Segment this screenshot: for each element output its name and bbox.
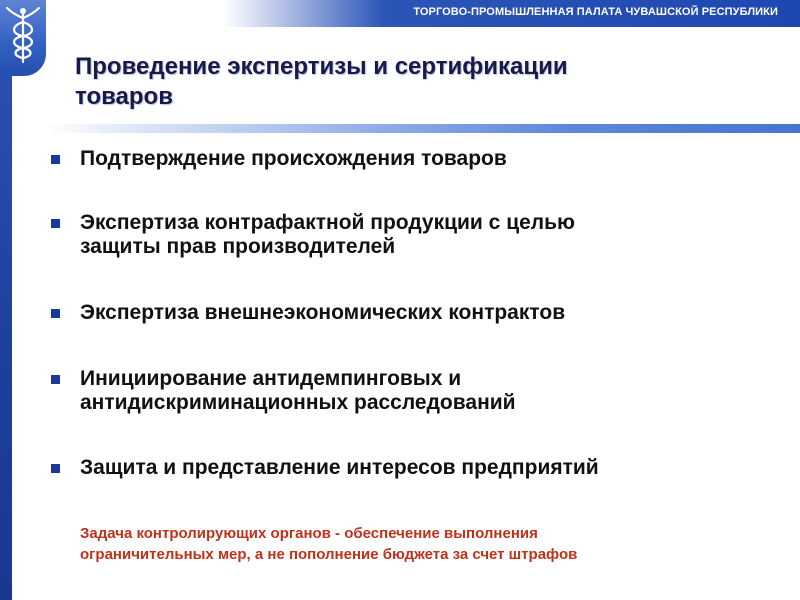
list-item-line: Экспертиза контрафактной продукции с целью	[80, 211, 575, 234]
square-bullet-icon	[51, 464, 60, 473]
list-item-line: антидискриминационных расследований	[80, 391, 516, 414]
list-item-text	[80, 456, 770, 480]
list-item-text	[80, 367, 770, 415]
slide-title	[75, 52, 755, 112]
square-bullet-icon	[51, 155, 60, 164]
slide-title-line: товаров	[75, 83, 173, 110]
square-bullet-icon	[51, 309, 60, 318]
list-item-text	[80, 211, 770, 259]
list-item-line: Инициирование антидемпинговых и	[80, 367, 462, 390]
title-underline-rule	[44, 124, 800, 133]
caduceus-icon	[5, 4, 41, 64]
list-item-line: Экспертиза внешнеэкономических контрактов	[80, 301, 566, 324]
list-item-line: Защита и представление интересов предприятий	[80, 456, 599, 479]
list-item-line: защиты прав производителей	[80, 235, 396, 258]
highlight-note	[80, 523, 780, 565]
square-bullet-icon	[51, 219, 60, 228]
logo	[0, 0, 46, 76]
list-item-line: Подтверждение происхождения товаров	[80, 147, 507, 170]
square-bullet-icon	[51, 375, 60, 384]
note-line: Задача контролирующих органов - обеспечение выполнения	[80, 525, 538, 542]
organization-name: ТОРГОВО-ПРОМЫШЛЕННАЯ ПАЛАТА ЧУВАШСКОЙ РЕСПУБЛИКИ	[413, 6, 778, 18]
slide-title-line: Проведение экспертизы и сертификации	[75, 53, 568, 80]
list-item-text	[80, 301, 770, 325]
list-item-text	[80, 147, 770, 171]
header-banner	[0, 0, 800, 27]
left-decor-strip	[0, 27, 12, 600]
note-line: ограничительных мер, а не пополнение бюджета за счет штрафов	[80, 546, 578, 563]
